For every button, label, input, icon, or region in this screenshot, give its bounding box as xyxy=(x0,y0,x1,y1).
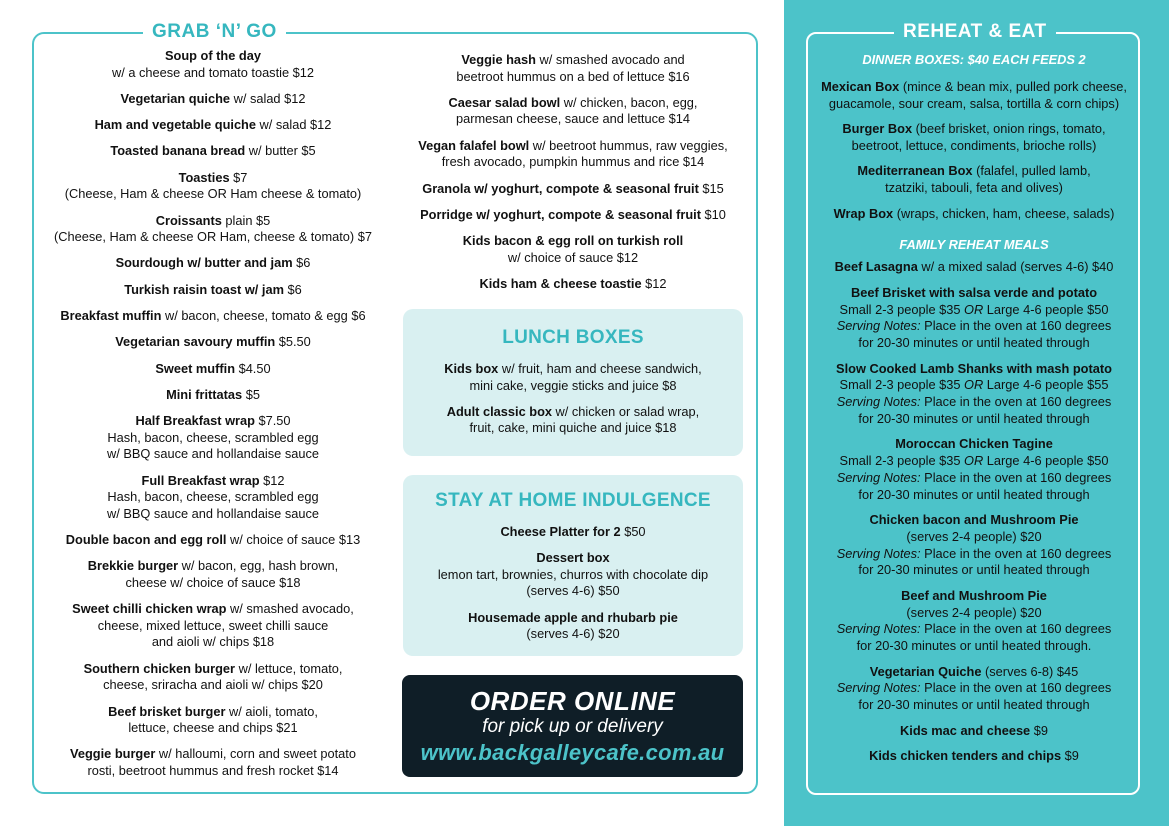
family-meal-detail: w/ a mixed salad (serves 4-6) $40 xyxy=(917,259,1114,275)
menu-item-first-line xyxy=(402,181,744,198)
lunch-boxes-title: LUNCH BOXES xyxy=(502,327,644,348)
family-meal xyxy=(812,285,1136,352)
serving-note-label: Serving Notes: xyxy=(836,545,921,561)
family-meal xyxy=(812,588,1136,655)
menu-item-name: Toasties xyxy=(178,169,230,185)
family-meal xyxy=(812,361,1136,428)
menu-item-detail: w/ chicken, bacon, egg, xyxy=(560,94,698,110)
family-meal xyxy=(812,723,1136,740)
menu-item-detail: $50 xyxy=(620,524,646,539)
menu-item xyxy=(812,206,1136,223)
menu-item xyxy=(403,404,743,437)
menu-item-name: Soup of the day xyxy=(165,48,261,63)
menu-item-description: guacamole, sour cream, salsa, tortilla & corn chips) xyxy=(828,95,1120,111)
menu-item-description: (Cheese, Ham & cheese OR Ham, cheese & tomato) $7 xyxy=(54,229,372,245)
indulgence-box xyxy=(403,475,743,656)
serving-note-text: Place in the oven at 160 degrees xyxy=(920,621,1112,637)
order-online-banner[interactable] xyxy=(402,675,743,777)
indulgence-title: STAY AT HOME INDULGENCE xyxy=(435,490,711,511)
family-meal xyxy=(812,512,1136,579)
serving-note-label: Serving Notes: xyxy=(836,318,921,334)
menu-item-detail: $6 xyxy=(292,255,311,271)
size-small: Small 2-3 people $35 xyxy=(839,377,965,393)
menu-item-first-line xyxy=(402,52,744,69)
menu-item-detail: $6 xyxy=(283,281,302,297)
menu-item xyxy=(42,601,384,651)
menu-item xyxy=(402,233,744,266)
lunch-boxes-box xyxy=(403,309,743,456)
menu-item-first-line xyxy=(402,95,744,112)
menu-item xyxy=(812,121,1136,155)
family-meal-first-line xyxy=(812,259,1136,276)
menu-item-first-line xyxy=(42,387,384,404)
menu-item-name: Adult classic box xyxy=(446,403,552,419)
family-meal xyxy=(812,664,1136,714)
size-large: Large 4-6 people $50 xyxy=(983,301,1109,317)
menu-item-detail: w/ bacon, cheese, tomato & egg $6 xyxy=(161,308,366,324)
menu-item-first-line xyxy=(812,79,1136,96)
menu-item-first-line xyxy=(402,207,744,224)
menu-item-description: w/ BBQ sauce and hollandaise sauce xyxy=(107,446,319,462)
menu-item-first-line xyxy=(403,610,743,627)
menu-item-name: Kids bacon & egg roll on turkish roll xyxy=(462,233,684,249)
menu-item-first-line xyxy=(42,532,384,549)
menu-item-name: Breakfast muffin xyxy=(60,308,162,324)
serving-note-text: Place in the oven at 160 degrees xyxy=(920,469,1112,485)
menu-item xyxy=(42,558,384,591)
dinner-boxes-heading: DINNER BOXES: $40 EACH FEEDS 2 xyxy=(862,52,1086,67)
menu-item-first-line xyxy=(402,233,744,250)
menu-item-detail: w/ smashed avocado, xyxy=(226,601,354,617)
size-or: OR xyxy=(964,453,984,469)
menu-item-first-line xyxy=(42,413,384,430)
serving-note-label: Serving Notes: xyxy=(836,394,921,410)
menu-item-name: Sweet muffin xyxy=(155,360,236,376)
menu-item-description: w/ choice of sauce $12 xyxy=(507,249,639,265)
serving-note-cont: for 20-30 minutes or until heated through xyxy=(858,562,1090,578)
family-meal-detail: $9 xyxy=(1030,722,1048,738)
menu-item-first-line xyxy=(403,404,743,421)
serving-note-label: Serving Notes: xyxy=(836,680,921,696)
menu-item-detail: plain $5 xyxy=(221,212,271,228)
family-meal-first-line xyxy=(812,723,1136,740)
menu-item-detail: $10 xyxy=(700,206,726,222)
serving-note-label: Serving Notes: xyxy=(836,621,921,637)
menu-item-name: Sweet chilli chicken wrap xyxy=(72,601,227,617)
menu-item-first-line xyxy=(42,308,384,325)
menu-item-detail: w/ butter $5 xyxy=(245,143,316,159)
menu-item-description: lemon tart, brownies, churros with chocolate dip xyxy=(437,566,709,582)
menu-item-first-line xyxy=(42,746,384,763)
lunch-boxes-list xyxy=(403,361,743,437)
menu-item-name: Double bacon and egg roll xyxy=(65,532,227,548)
family-meal-first-line xyxy=(812,588,1136,605)
order-online-subtitle: for pick up or delivery xyxy=(482,716,663,737)
menu-item xyxy=(403,361,743,394)
menu-item-description: w/ BBQ sauce and hollandaise sauce xyxy=(107,505,319,521)
serving-note xyxy=(812,546,1136,563)
menu-item-detail: $5.50 xyxy=(275,334,311,350)
menu-item-description: beetroot hummus on a bed of lettuce $16 xyxy=(456,68,690,84)
family-meal-name: Moroccan Chicken Tagine xyxy=(895,436,1053,452)
family-meal-detail: $9 xyxy=(1061,748,1079,764)
serving-note-text: Place in the oven at 160 degrees xyxy=(920,318,1112,334)
menu-item-name: Wrap Box xyxy=(833,205,894,221)
menu-item-name: Ham and vegetable quiche xyxy=(94,117,256,133)
menu-item xyxy=(42,213,384,246)
menu-item-name: Veggie hash xyxy=(461,52,536,67)
menu-item xyxy=(42,473,384,523)
menu-item-detail: (mince & bean mix, pulled pork cheese, xyxy=(899,79,1127,94)
menu-item xyxy=(42,361,384,378)
family-meal-first-line xyxy=(812,664,1136,681)
menu-item-detail: w/ aioli, tomato, xyxy=(225,703,318,719)
menu-item-description: (Cheese, Ham & cheese OR Ham cheese & tomato) xyxy=(64,186,362,202)
serving-note-cont: for 20-30 minutes or until heated through xyxy=(858,697,1090,713)
menu-item-first-line xyxy=(42,117,384,134)
family-meal-first-line xyxy=(812,361,1136,378)
menu-item-description: beetroot, lettuce, condiments, brioche rolls) xyxy=(851,137,1097,153)
menu-item-first-line xyxy=(42,48,384,65)
menu-item-detail: (falafel, pulled lamb, xyxy=(972,163,1091,179)
menu-item xyxy=(42,143,384,160)
menu-item-first-line xyxy=(42,361,384,378)
reheat-column xyxy=(812,52,1136,773)
grab-n-go-left-column xyxy=(42,48,384,789)
family-meal-size: (serves 2-4 people) $20 xyxy=(906,604,1042,620)
family-meal-first-line xyxy=(812,436,1136,453)
menu-item-first-line xyxy=(402,276,744,293)
menu-item-description: Hash, bacon, cheese, scrambled egg xyxy=(107,489,319,505)
family-meal-size: (serves 2-4 people) $20 xyxy=(906,528,1042,544)
menu-item-name: Croissants xyxy=(155,212,222,228)
menu-item xyxy=(42,48,384,81)
menu-item-detail: w/ smashed avocado and xyxy=(536,52,685,67)
menu-item-description: Hash, bacon, cheese, scrambled egg xyxy=(107,429,319,445)
menu-item xyxy=(42,532,384,549)
family-meal-name: Kids chicken tenders and chips xyxy=(869,748,1062,764)
menu-item-first-line xyxy=(812,163,1136,180)
family-meal-size xyxy=(812,453,1136,470)
menu-item-name: Mexican Box xyxy=(821,79,900,94)
menu-item-name: Dessert box xyxy=(536,550,610,566)
size-or: OR xyxy=(964,301,984,317)
menu-item-detail: $12 xyxy=(259,472,285,488)
menu-item xyxy=(402,52,744,85)
menu-item xyxy=(42,413,384,463)
menu-item-detail: (beef brisket, onion rings, tomato, xyxy=(912,121,1106,137)
menu-item-first-line xyxy=(812,206,1136,223)
family-meal-detail: (serves 6-8) $45 xyxy=(981,663,1079,679)
size-large: Large 4-6 people $55 xyxy=(983,377,1109,393)
grab-n-go-right-column xyxy=(402,52,744,302)
family-meals-heading: FAMILY REHEAT MEALS xyxy=(899,237,1049,253)
menu-item-description: w/ a cheese and tomato toastie $12 xyxy=(111,64,315,80)
menu-item-detail: $4.50 xyxy=(235,360,271,376)
serving-note-cont: for 20-30 minutes or until heated through xyxy=(858,486,1090,502)
menu-item xyxy=(402,138,744,171)
menu-item-detail: $5 xyxy=(242,386,260,402)
family-meal-name: Beef Brisket with salsa verde and potato xyxy=(850,284,1098,300)
serving-note-text: Place in the oven at 160 degrees xyxy=(920,545,1112,561)
menu-item-name: Housemade apple and rhubarb pie xyxy=(468,609,678,625)
menu-item-description: fruit, cake, mini quiche and juice $18 xyxy=(469,420,677,436)
menu-item-description: cheese, sriracha and aioli w/ chips $20 xyxy=(103,677,323,693)
family-meal-size xyxy=(812,302,1136,319)
menu-item-detail: $7.50 xyxy=(254,413,291,429)
menu-item xyxy=(42,746,384,779)
family-meal xyxy=(812,259,1136,276)
menu-item-description: tzatziki, tabouli, feta and olives) xyxy=(885,180,1063,196)
menu-item xyxy=(812,163,1136,197)
menu-item-name: Toasted banana bread xyxy=(110,143,246,159)
family-meal-name: Beef Lasagna xyxy=(834,259,918,275)
serving-note xyxy=(812,470,1136,487)
menu-item-description: lettuce, cheese and chips $21 xyxy=(128,720,298,736)
menu-item-name: Kids ham & cheese toastie xyxy=(479,276,642,292)
family-meal-name: Vegetarian Quiche xyxy=(869,663,982,679)
size-large: Large 4-6 people $50 xyxy=(983,453,1109,469)
menu-item-first-line xyxy=(42,558,384,575)
menu-item-first-line xyxy=(42,143,384,160)
menu-item xyxy=(42,704,384,737)
family-meals-list xyxy=(812,259,1136,764)
menu-item-description: fresh avocado, pumpkin hummus and rice $14 xyxy=(441,154,705,170)
menu-item-first-line xyxy=(402,138,744,155)
serving-note-cont: for 20-30 minutes or until heated through xyxy=(858,410,1090,426)
serving-note xyxy=(812,318,1136,335)
menu-item xyxy=(812,79,1136,113)
menu-item xyxy=(42,661,384,694)
menu-item-name: Burger Box xyxy=(842,121,913,137)
family-meal-first-line xyxy=(812,512,1136,529)
menu-item-name: Turkish raisin toast w/ jam xyxy=(124,281,284,297)
menu-item-detail: w/ choice of sauce $13 xyxy=(226,532,361,548)
menu-item xyxy=(42,170,384,203)
menu-item-name: Beef brisket burger xyxy=(108,703,226,719)
menu-item xyxy=(402,207,744,224)
menu-item xyxy=(403,610,743,643)
menu-item xyxy=(403,550,743,600)
menu-item-name: Half Breakfast wrap xyxy=(135,413,255,429)
menu-item-name: Veggie burger xyxy=(70,746,156,762)
menu-item-detail: w/ salad $12 xyxy=(256,117,332,133)
menu-item-name: Full Breakfast wrap xyxy=(141,472,260,488)
menu-item-description: cheese, mixed lettuce, sweet chilli sauce xyxy=(97,617,329,633)
menu-item-detail: w/ chicken or salad wrap, xyxy=(552,403,700,419)
menu-item-detail: (wraps, chicken, ham, cheese, salads) xyxy=(893,205,1115,221)
menu-item-name: Cheese Platter for 2 xyxy=(500,524,621,539)
family-meal-name: Kids mac and cheese xyxy=(900,722,1031,738)
menu-item xyxy=(42,91,384,108)
menu-item-first-line xyxy=(403,550,743,567)
serving-note-text: Place in the oven at 160 degrees xyxy=(920,680,1112,696)
family-meal xyxy=(812,436,1136,503)
menu-item-detail: w/ fruit, ham and cheese sandwich, xyxy=(498,361,702,376)
order-online-title: ORDER ONLINE xyxy=(469,686,676,716)
menu-item-first-line xyxy=(42,334,384,351)
menu-item-detail: w/ bacon, egg, hash brown, xyxy=(178,558,339,574)
menu-item-first-line xyxy=(42,704,384,721)
serving-note-text: Place in the oven at 160 degrees xyxy=(920,394,1112,410)
menu-item xyxy=(402,181,744,198)
size-small: Small 2-3 people $35 xyxy=(839,301,965,317)
menu-item-name: Vegetarian savoury muffin xyxy=(115,334,276,350)
website-link[interactable]: www.backgalleycafe.com.au xyxy=(420,740,725,765)
serving-note-cont: for 20-30 minutes or until heated through xyxy=(858,335,1090,351)
size-or: OR xyxy=(964,377,984,393)
menu-item-name: Southern chicken burger xyxy=(83,660,236,676)
family-meal-name: Beef and Mushroom Pie xyxy=(901,587,1047,603)
menu-item-name: Vegan falafel bowl xyxy=(418,137,530,153)
menu-item-detail: w/ halloumi, corn and sweet potato xyxy=(155,746,356,762)
menu-item xyxy=(42,334,384,351)
menu-item-name: Granola w/ yoghurt, compote & seasonal fruit xyxy=(422,180,699,196)
menu-item-first-line xyxy=(403,524,743,541)
menu-item-first-line xyxy=(42,213,384,230)
menu-item-first-line xyxy=(42,473,384,490)
indulgence-list xyxy=(403,524,743,643)
serving-note-label: Serving Notes: xyxy=(836,469,921,485)
family-meal-first-line xyxy=(812,748,1136,765)
menu-item-description: and aioli w/ chips $18 xyxy=(151,634,275,650)
menu-item-first-line xyxy=(812,121,1136,138)
menu-item-first-line xyxy=(403,361,743,378)
menu-item xyxy=(42,255,384,272)
menu-item-first-line xyxy=(42,170,384,187)
menu-item-first-line xyxy=(42,91,384,108)
menu-item xyxy=(42,282,384,299)
menu-item-name: Vegetarian quiche xyxy=(120,90,231,106)
menu-item xyxy=(42,117,384,134)
menu-item-first-line xyxy=(42,255,384,272)
serving-note xyxy=(812,394,1136,411)
menu-item-name: Mini frittatas xyxy=(166,386,243,402)
grab-n-go-title: GRAB ‘N’ GO xyxy=(143,20,286,44)
menu-item xyxy=(42,387,384,404)
family-meal-name: Chicken bacon and Mushroom Pie xyxy=(869,512,1079,528)
serving-note-cont: for 20-30 minutes or until heated through. xyxy=(856,638,1092,654)
menu-item xyxy=(42,308,384,325)
menu-item-name: Sourdough w/ butter and jam xyxy=(115,255,293,271)
dinner-boxes-list xyxy=(812,79,1136,222)
menu-item-description: (serves 4-6) $20 xyxy=(526,626,620,642)
menu-item-detail: w/ beetroot hummus, raw veggies, xyxy=(529,137,728,153)
family-meal-first-line xyxy=(812,285,1136,302)
family-meal xyxy=(812,748,1136,765)
menu-item xyxy=(402,276,744,293)
menu-item-first-line xyxy=(42,282,384,299)
menu-item-first-line xyxy=(42,661,384,678)
menu-item xyxy=(403,524,743,541)
menu-item-name: Mediterranean Box xyxy=(857,163,973,179)
size-small: Small 2-3 people $35 xyxy=(839,453,965,469)
menu-item-name: Brekkie burger xyxy=(87,558,179,574)
menu-item-name: Caesar salad bowl xyxy=(448,94,561,110)
menu-item-description: (serves 4-6) $50 xyxy=(526,583,620,599)
family-meal-size xyxy=(812,377,1136,394)
serving-note xyxy=(812,680,1136,697)
menu-item-description: rosti, beetroot hummus and fresh rocket $14 xyxy=(87,763,339,779)
serving-note xyxy=(812,621,1136,638)
menu-item-name: Porridge w/ yoghurt, compote & seasonal fruit xyxy=(420,206,701,222)
family-meal-name: Slow Cooked Lamb Shanks with mash potato xyxy=(836,360,1112,376)
menu-item-description: mini cake, veggie sticks and juice $8 xyxy=(469,377,677,393)
menu-item-detail: $7 xyxy=(229,169,248,185)
menu-item-first-line xyxy=(42,601,384,618)
menu-item-detail: w/ lettuce, tomato, xyxy=(235,660,343,676)
menu-item-detail: $15 xyxy=(698,180,724,196)
menu-item-detail: $12 xyxy=(641,276,667,292)
menu-item-name: Kids box xyxy=(444,361,499,376)
reheat-title: REHEAT & EAT xyxy=(894,20,1056,44)
menu-item-description: cheese w/ choice of sauce $18 xyxy=(125,574,301,590)
menu-item-description: parmesan cheese, sauce and lettuce $14 xyxy=(455,111,691,127)
menu-item-detail: w/ salad $12 xyxy=(230,90,306,106)
menu-item xyxy=(402,95,744,128)
